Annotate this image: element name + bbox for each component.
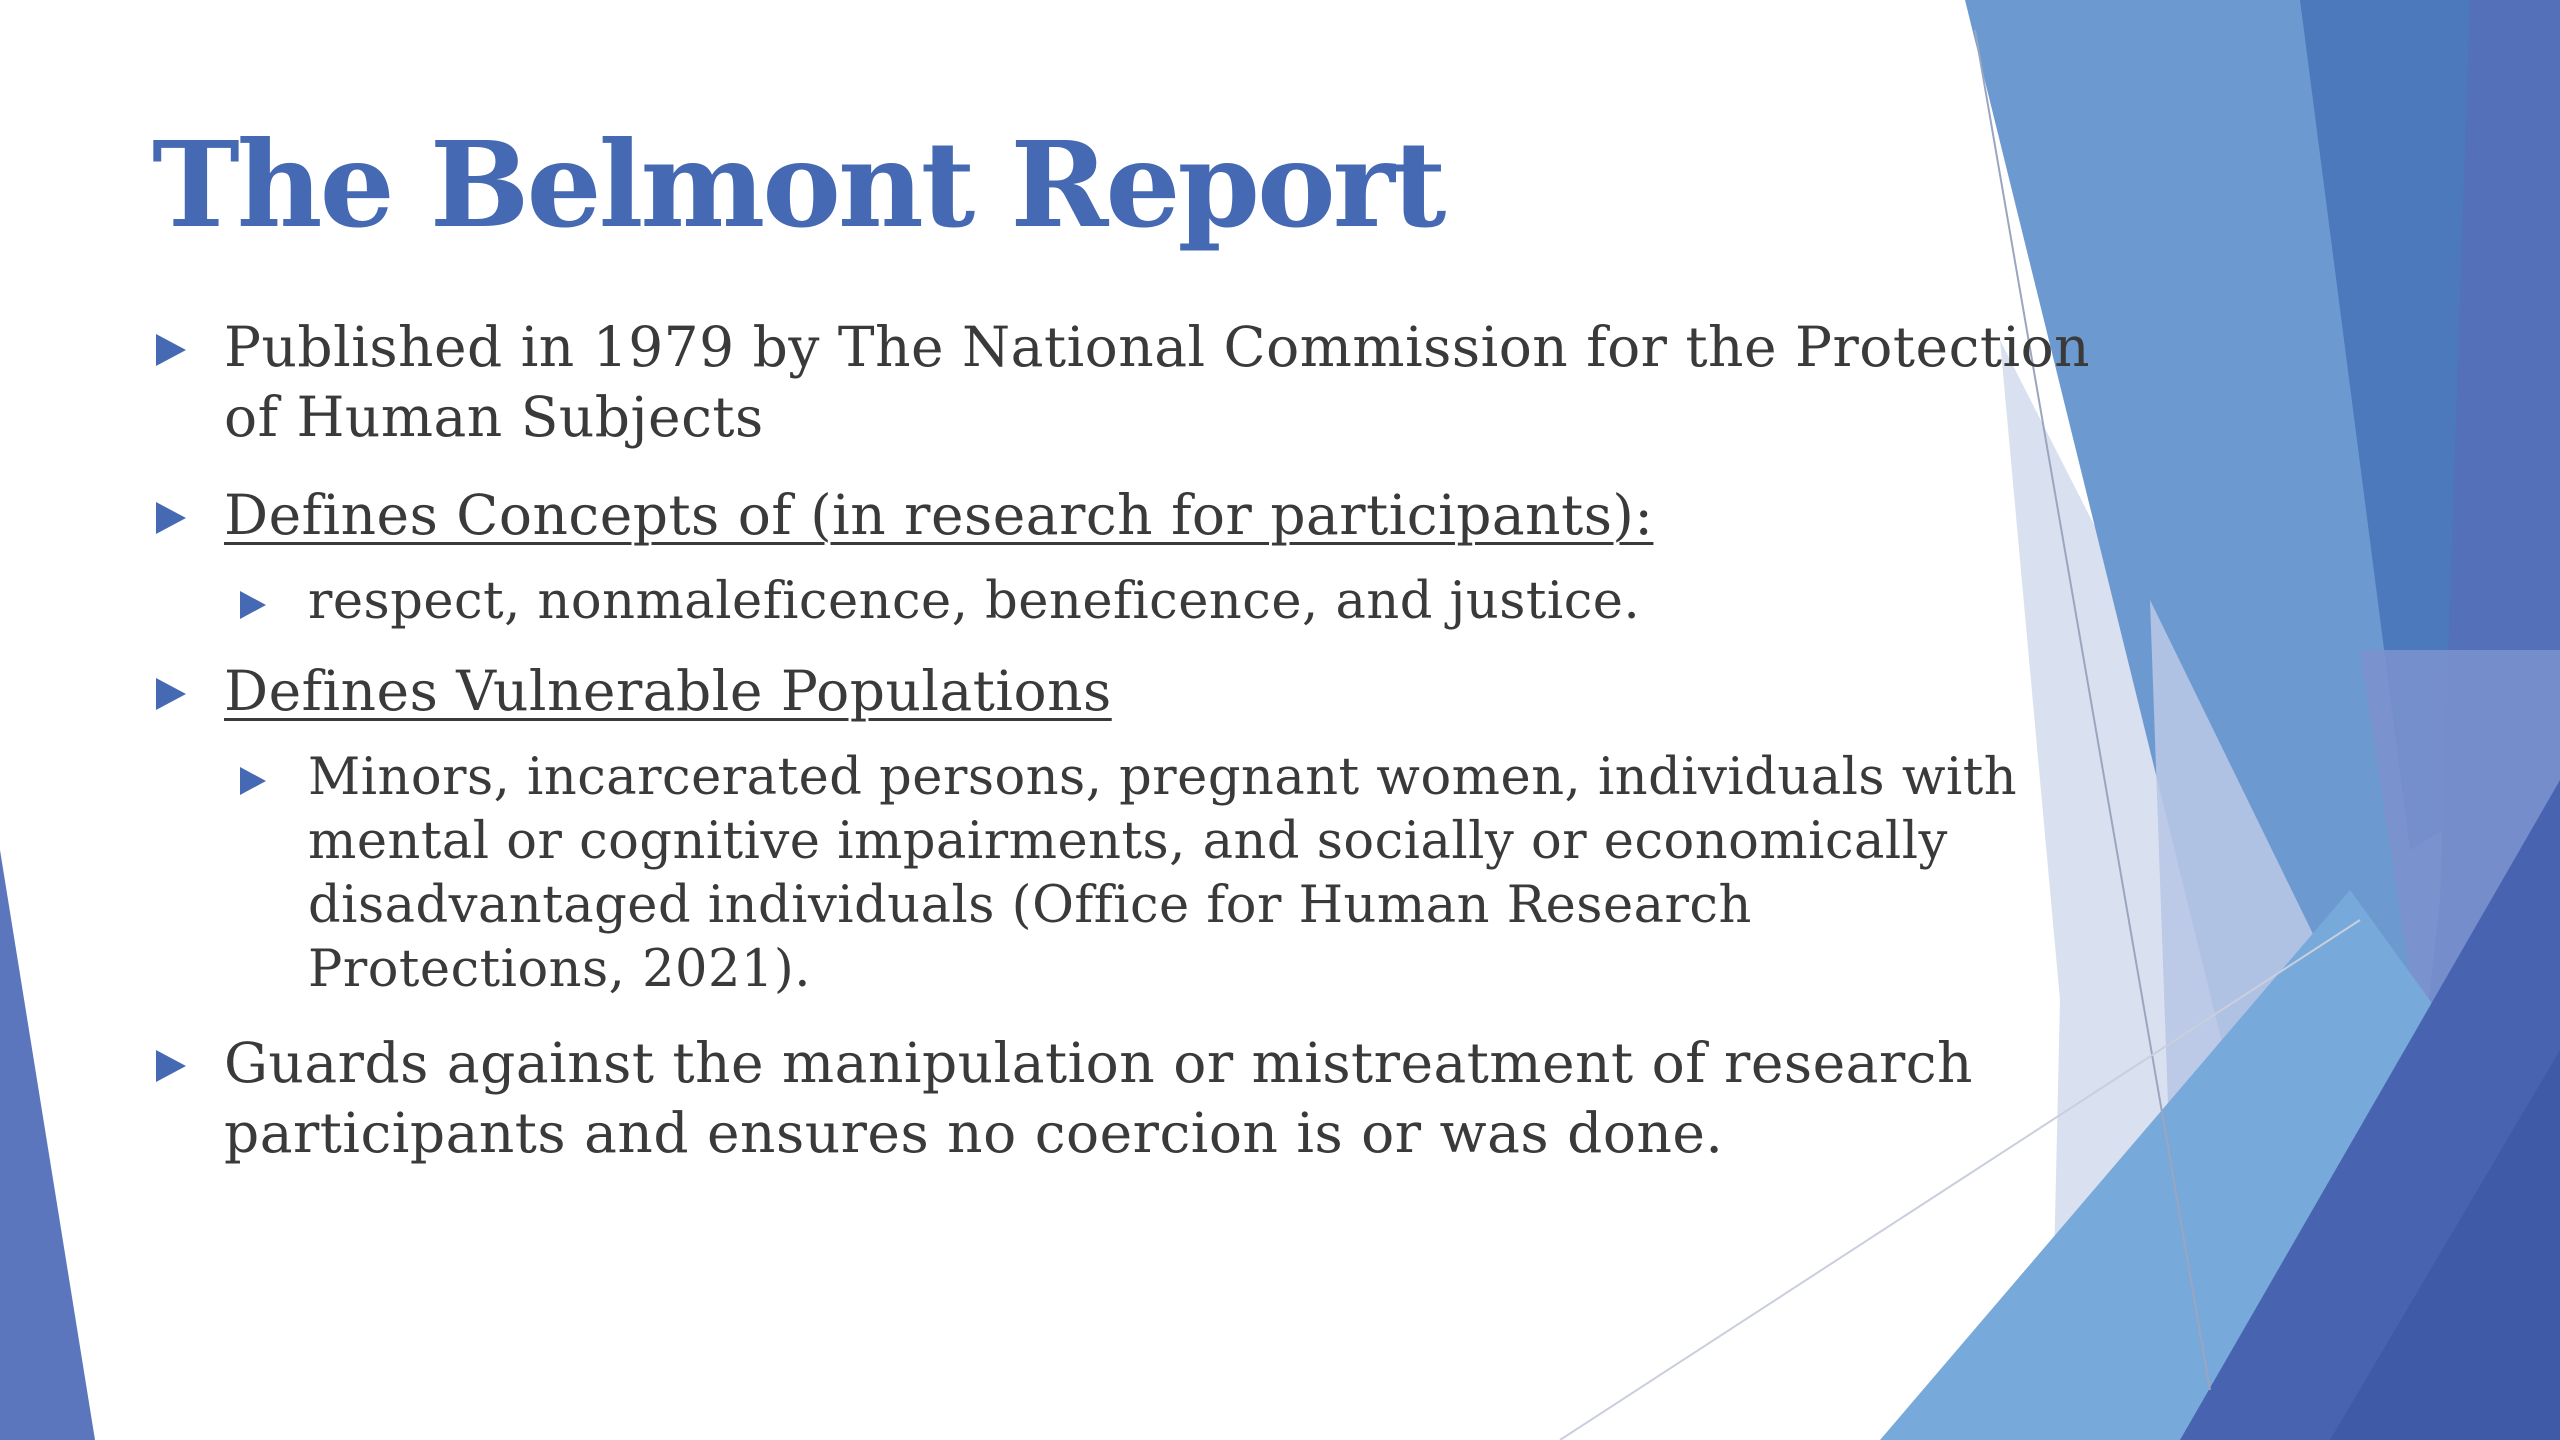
sub-bullet-vulnerable bbox=[236, 746, 2078, 1002]
bullet-text: Defines Vulnerable Populations bbox=[224, 659, 1112, 723]
bullet-published bbox=[152, 312, 2112, 452]
bullet-arrow-icon bbox=[156, 502, 186, 534]
bullet-text: Published in 1979 by The National Commission for the Protection of Human Subjects bbox=[224, 315, 2091, 449]
bullet-arrow-icon bbox=[156, 1050, 186, 1082]
bullet-defines-vulnerable bbox=[152, 656, 2112, 726]
bullet-arrow-icon bbox=[156, 678, 186, 710]
bullet-guards bbox=[152, 1028, 2084, 1168]
slide-title: The Belmont Report bbox=[152, 115, 1444, 254]
left-facet bbox=[0, 850, 95, 1440]
bullet-arrow-icon bbox=[156, 334, 186, 366]
bullet-arrow-icon bbox=[240, 767, 266, 795]
bullet-defines-concepts bbox=[152, 480, 2112, 550]
sub-bullet-concepts bbox=[236, 570, 2112, 634]
bullet-text: respect, nonmaleficence, beneficence, and justice. bbox=[308, 572, 1641, 631]
bullet-text: Defines Concepts of (in research for participants): bbox=[224, 483, 1654, 547]
bullet-text: Minors, incarcerated persons, pregnant women, individuals with mental or cognitive impairments, and socially or economically disadvantaged individuals (Office for Human Research Protections, 2021). bbox=[308, 748, 2018, 999]
bullet-list bbox=[152, 312, 2112, 1196]
bullet-arrow-icon bbox=[240, 591, 266, 619]
bullet-text: Guards against the manipulation or mistreatment of research participants and ensures no coercion is or was done. bbox=[224, 1031, 1973, 1165]
